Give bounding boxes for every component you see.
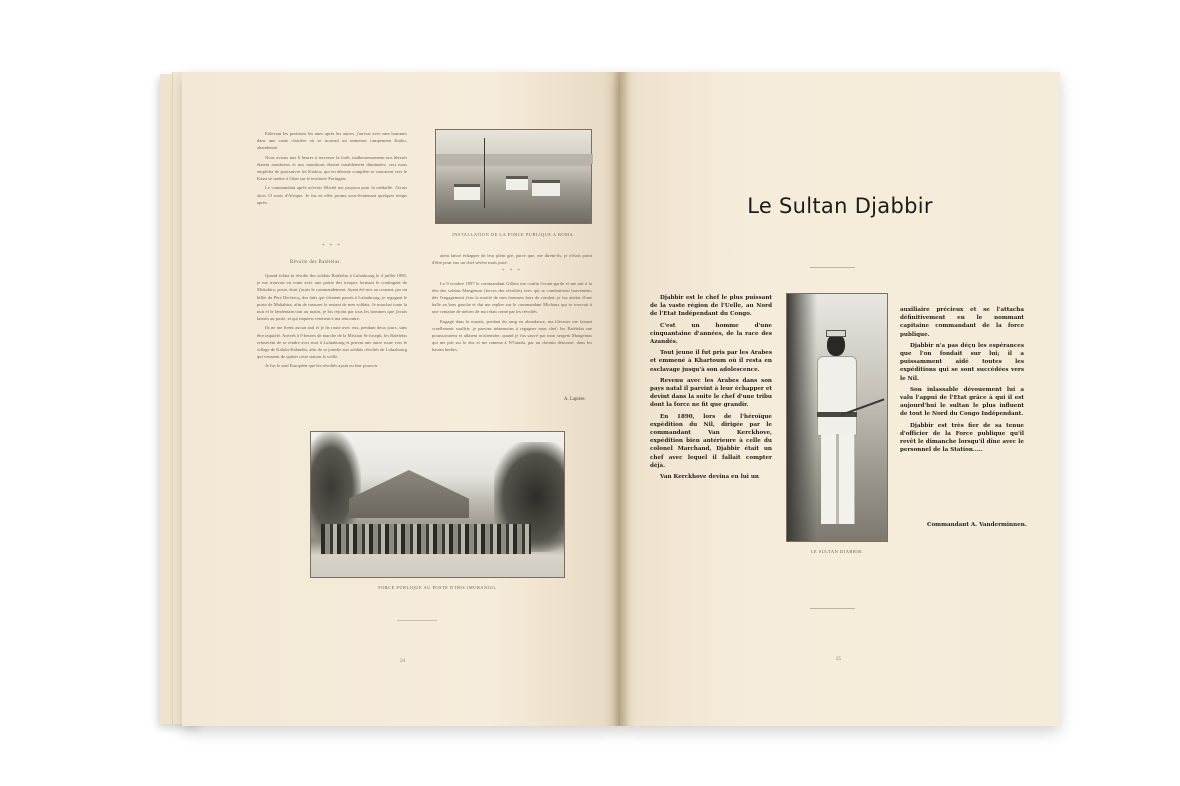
photo-building [506, 176, 528, 190]
photo-figure-cap [826, 330, 846, 337]
paragraph: Je fus le seul Européen que les révoltés ayant eu leur pouvoir [265, 363, 378, 369]
photo-sultan-djabbir [786, 293, 888, 542]
photo-figure-belt [817, 412, 857, 417]
photo-boma-installation [435, 129, 592, 224]
divider [397, 620, 437, 621]
photo-troops [321, 524, 531, 554]
page-number: 24 [400, 659, 405, 664]
page-number: 25 [836, 657, 841, 662]
photo-force-publique-ibis [310, 431, 565, 578]
photo-figure-uniform [817, 356, 857, 436]
paragraph: Engagé dans le marais, perdant du sang en abondance, ma blessure me faisant cruellement souffrir, je parvins néanmoins à regagner mon chef; les Batételas me poursuivaient et allaient m'atteindre, quand je fus sauvé par mon sergent Mangemas qui me prit sur le dos et me ramena à N'Gandu, par un chemin détourné, dans les hautes herbes. [432, 318, 592, 353]
article-column-right [900, 306, 1024, 536]
page-title: Le Sultan Djabbir [747, 194, 933, 218]
left-column-top [257, 130, 407, 230]
left-column-bottom [257, 272, 407, 404]
left-page [182, 72, 620, 726]
paragraph: Le 9 octobre 1897 le commandant Gillain me confia l'avant-garde et me mit à la tête des soldats Mangemas (forces des révoltés) avec qui se combattirent bravement; dès l'engagement j'eus la moitié de mes hommes hors de combat; je fus atteint d'une balle au bras gauche et dut me replier sur le commandant Michaux qui se trouvait à une centaine de mètres de moi était cerné par les révoltés. [432, 280, 592, 315]
paragraph: Quand éclata la révolte des soldats Batételas à Luluabourg le 4 juillet 1895, je me trouvais en route avec une partie des troupes formant le contingent de Mokabira, poste, dont j'avais le commandement. Ayant été mis au courant, par un billet du Père Declercq, des faits qui s'étaient passés à Luluabourg, je regagnai le poste de Mokabira, afin de rassurer le restant de mes soldats. Je marchai toute la nuit et le lendemain tout au matin, je fus rejoint par tous les hommes que j'avais laissés au poste, et qui inquiets venaient à ma rencontre. [257, 273, 407, 322]
paragraph: Djabbir est très fier de sa tenue d'officier de la Force publique qu'il revêt le dimanche lorsqu'il dîne avec le personnel de la Station..... [900, 422, 1024, 454]
photo-pole [484, 138, 485, 208]
paragraph: Son inlassable dévouement lui a valu l'appui de l'Etat grâce à qui il est aujourd'hui le sultan le plus influent de tout le Nord du Congo Indépendant. [900, 386, 1024, 418]
paragraph: Enlevant les positions les unes après les autres, j'arrivai avec mes hommes dans une vaste clairière où se trouvait un immense campement Kioko, abandonné. [257, 131, 407, 151]
paragraph: C'est un homme d'une cinquantaine d'années, de la race des Azandés. [650, 322, 772, 346]
paragraph: Nous avions mis 6 heures à traverser la forêt, malheureusement nos blessés étaient nombreux et nos munitions étaient notablement diminuées; ceci nous empêcha de poursuivre les Kiokos, qui en déroute complète se sauvaient vers le Kassi se mettre à l'abri sur le territoire Portugais. [257, 154, 407, 182]
article-column-left [650, 294, 772, 546]
signature-lapiere: A. Lapiere. [564, 397, 586, 402]
section-stars: * * * [322, 244, 342, 249]
photo-figure-legs [821, 434, 855, 524]
paragraph: auxiliaire précieux et se l'attacha définitivement en le nommant capitaine commandant de la force publique. [900, 307, 1024, 338]
caption-ibis: FORCE PUBLIQUE AU POSTE D'IBIS (MUBANGI). [378, 585, 497, 590]
caption-boma: INSTALLATION DE LA FORCE PUBLIQUE A BOMA. [452, 232, 575, 237]
photo-background [787, 294, 817, 542]
right-column-text [432, 252, 592, 402]
divider [810, 608, 855, 609]
section-title: Révolte des Batételas. [290, 260, 342, 265]
photo-figure-head [827, 334, 845, 356]
paragraph: Revenu avec les Arabes dans son pays natal il parvint à leur échapper et devint dans la suite le chef d'une tribu dont la force ne fit que grandir. [650, 377, 772, 409]
divider [810, 267, 855, 268]
paragraph: Le commandant après m'avoir félicité me proposa pour la médaille. J'avais alors 13 mois d'Afrique. Je fus en effet promu sous-lieutenant quelques temps après. [257, 185, 407, 205]
paragraph: aient laissé échapper de leur plein gré, parce que, me dirent-ils, je n'étais point d'être pour eux un chef sévère mais juste. [432, 253, 592, 266]
right-page [620, 72, 1060, 726]
photo-building [454, 184, 480, 200]
signature-vanderminnen: Commandant A. Vanderminnen. [927, 522, 1027, 528]
book-gutter [612, 72, 630, 726]
caption-sultan: LE SULTAN DJABBIR. [810, 549, 864, 554]
paragraph: Djabbir est le chef le plus puissant de la vaste région de l'Uelle, au Nord de l'Etat Indépendant du Congo. [650, 295, 772, 318]
photo-hut-roof [349, 470, 469, 518]
paragraph: Djabbir n'a pas déçu les espérances que l'on fondait sur lui; il a puissamment aidé toutes les expéditions qui se sont succédées vers le Nil. [900, 342, 1024, 382]
paragraph: En 1890, lors de l'héroïque expédition du Nil, dirigée par le commandant Van Kerckhove, expédition bien antérieure à celle du colonel Marchand, Djabbir était un chef avec lequel il fallait compter déjà. [650, 413, 772, 469]
paragraph: Ils ne me firent aucun mal et je fis route avec eux, pendant deux jours, sans être inquiété. Arrivés à 9 heures de marche de la Mission St-Joseph, les Batételas refusèrent de se rendre avec moi à Luluabourg et prirent une autre route vers le village de Kalulu-Kalamba, afin de se joindre aux soldats révoltés de Luluabourg qui venaient de quitter cette station la veille. [257, 325, 407, 360]
photo-river [436, 154, 593, 164]
paragraph: Tout jeune il fut pris par les Arabes et emmené à Khartoum où il resta en esclavage jusqu'à son adolescence. [650, 350, 772, 373]
paragraph: Van Kerckhove devina en lui un [660, 474, 760, 481]
section-stars: * * * [502, 269, 522, 275]
photo-building [532, 180, 560, 196]
